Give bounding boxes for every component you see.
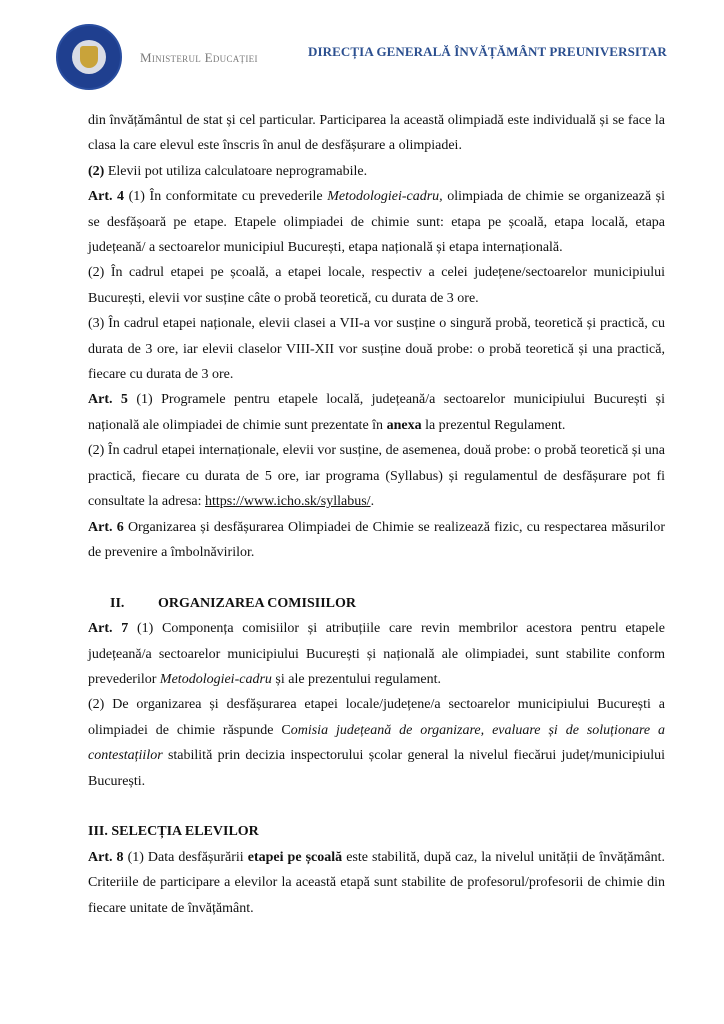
text: olimpiada de chimie se organizează și se desfășoară pe etape. Etapele olimpiadei de chimie sunt: etapa pe școală, etapa locală, etapa județeană/ a sectoarelor municipiul București, etapa națională și etapa internațională. [88, 189, 665, 256]
text: (2) În cadrul etapei internaționale, elevii vor susține, de asemenea, două probe: o probă teoretică și una practică, fiecare cu durata de 5 ore, iar programa (Syllabus) și regulamentul de desfășurare pot fi consultate la adresa: [88, 443, 665, 510]
bold-text: etapei pe școală [247, 849, 343, 865]
italic-text: Metodologiei-cadru [159, 671, 272, 687]
article-4 [88, 184, 665, 260]
page-header [0, 0, 724, 100]
article-5 [88, 387, 665, 438]
italic-text: Metodologiei-cadru, [327, 189, 443, 205]
section-heading-3: III. SELECȚIA ELEVILOR [88, 824, 259, 840]
paragraph: din învățământul de stat și cel particular. Participarea la această olimpiadă este individuală și se face la clasa la care elevul este înscris în anul de desfășurare a olimpiadei. [88, 113, 665, 154]
article-6 [88, 515, 665, 566]
paragraph [88, 692, 665, 794]
section-heading-2 [88, 591, 665, 616]
paragraph-text: Elevii pot utiliza calculatoare neprogramabile. [104, 163, 368, 179]
text: stabilită prin decizia inspectorului școlar general la nivelul fiecărui județ/municipiului București. [88, 748, 665, 789]
article-label: Art. 6 [88, 519, 124, 535]
paragraph [88, 159, 665, 184]
text: . [370, 494, 375, 510]
article-label: Art. 4 [88, 189, 125, 205]
text: este stabilită, după caz, la nivelul unității de învățământ. Criteriile de participare a elevilor la această etapă sunt stabilite de profesorul/profesorii de chimie din fiecare unitate de învățământ. [88, 849, 665, 916]
text: Organizarea și desfășurarea Olimpiadei de Chimie se realizează fizic, cu respectarea măsurilor de prevenire a îmbolnăvirilor. [88, 519, 665, 560]
text: (2) De organizarea și desfășurarea etapei locale/județene/a sectoarelor municipiului București a olimpiadei de chimie răspunde C [88, 697, 665, 738]
article-8 [88, 845, 665, 921]
text: (1) Componența comisiilor și atribuțiile care revin membrilor acestora pentru etapele județeană/a sectoarelor municipiului București și națională ale olimpiadei, sunt stabilite conform prevederilor [88, 621, 665, 687]
government-seal-logo [56, 24, 122, 90]
coat-of-arms-icon [80, 46, 98, 68]
text: (1) Programele pentru etapele locală, județeană/a sectoarelor municipiului București și națională ale olimpiadei de chimie sunt prezentate în [88, 392, 665, 433]
ministry-name: Ministerul Educației [140, 50, 258, 65]
paragraph: (3) În cadrul etapei naționale, elevii clasei a VII-a vor susține o singură probă, teoretică și practică, cu durata de 3 ore, iar elevii claselor VIII-XII vor susține două probe: o probă teoretică și una practică, fiecare cu durata de 3 ore. [88, 316, 665, 383]
text: (1) Data desfășurării [123, 849, 248, 865]
bold-text: anexa [386, 417, 422, 433]
italic-text: omisia județeană de organizare, evaluare și de soluționare a contestațiilor [88, 722, 665, 764]
text: și ale prezentului regulament. [271, 671, 442, 687]
section-number: II. [110, 595, 125, 611]
article-label: Art. 5 [88, 392, 128, 408]
paragraph-number: (2) [88, 163, 105, 179]
direction-title: DIRECȚIA GENERALĂ ÎNVĂȚĂMÂNT PREUNIVERSITAR [308, 44, 667, 59]
text: la prezentul Regulament. [421, 417, 566, 433]
article-7 [88, 616, 665, 692]
document-body [88, 108, 665, 921]
syllabus-link[interactable]: https://www.icho.sk/syllabus/ [205, 494, 371, 510]
text: (1) În conformitate cu prevederile [124, 189, 328, 205]
section-title: ORGANIZAREA COMISIILOR [158, 595, 356, 611]
paragraph [88, 438, 665, 514]
article-label: Art. 7 [88, 621, 129, 637]
article-label: Art. 8 [88, 849, 124, 865]
paragraph: (2) În cadrul etapei pe școală, a etapei locale, respectiv a celei județene/sectoarelor municipiului București, elevii vor susține câte o probă teoretică, cu durata de 3 ore. [88, 265, 665, 306]
